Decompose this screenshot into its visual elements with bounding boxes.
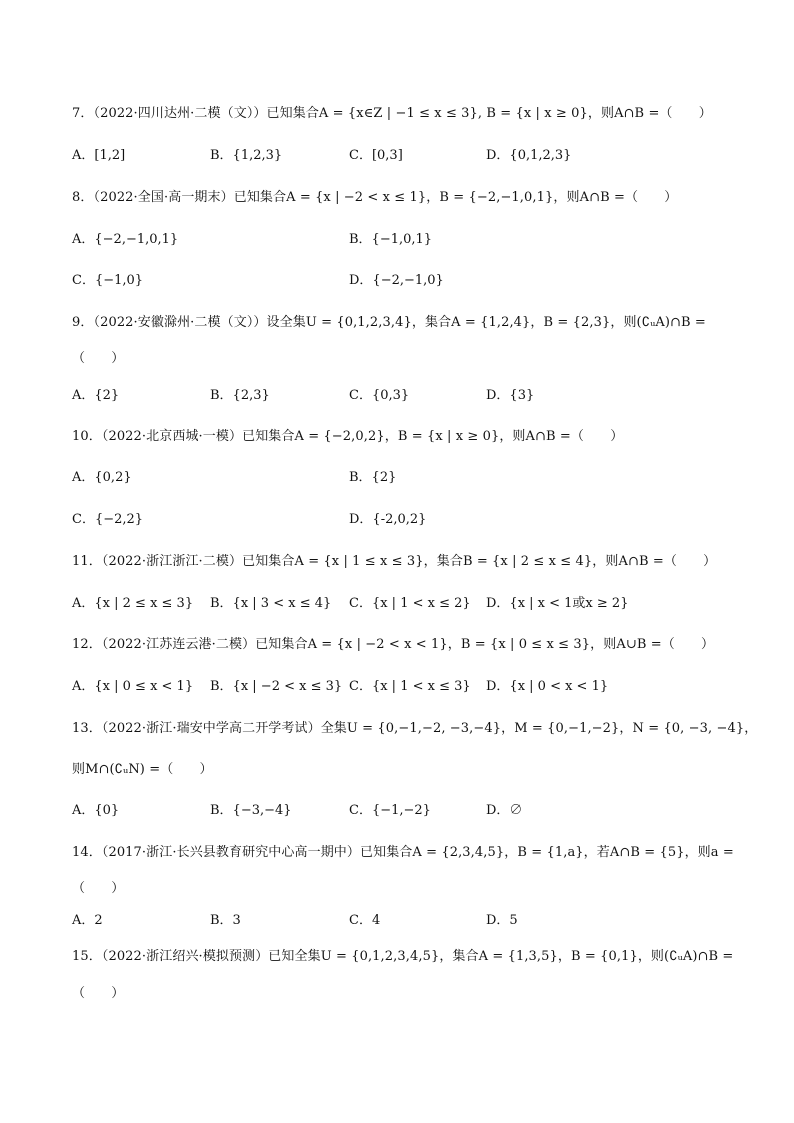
option-a[interactable]: A．{−2,−1,0,1}	[72, 232, 179, 247]
option-d[interactable]: D．∅	[486, 803, 523, 818]
option-b[interactable]: B．{2,3}	[210, 388, 270, 403]
option-a[interactable]: A．2	[72, 913, 103, 928]
option-a[interactable]: A．{0}	[72, 803, 120, 818]
option-c[interactable]: C．{0,3}	[349, 388, 410, 403]
question-7-stem: 7．（2022·四川达州·二模（文））已知集合A = {x∈Z | −1 ≤ x ≤ 3}, B = {x | x ≥ 0}，则A∩B =（ ）	[72, 106, 712, 121]
option-b[interactable]: B．{−1,0,1}	[349, 232, 433, 247]
option-b[interactable]: B．3	[210, 913, 241, 928]
question-14-stem-cont: （ ）	[72, 881, 125, 896]
question-12-stem: 12．（2022·江苏连云港·二模）已知集合A = {x | −2 < x < 1}，B = {x | 0 ≤ x ≤ 3}，则A∪B =（ ）	[72, 637, 715, 652]
option-c[interactable]: C．[0,3]	[349, 148, 403, 163]
question-8-stem: 8．（2022·全国·高一期末）已知集合A = {x | −2 < x ≤ 1}，B = {−2,−1,0,1}，则A∩B =（ ）	[72, 190, 678, 205]
option-b[interactable]: B．{x | −2 < x ≤ 3}	[210, 679, 343, 694]
question-13-stem: 13．（2022·浙江·瑞安中学高二开学考试）全集U = {0,−1,−2, −3,−4}，M = {0,−1,−2}，N = {0, −3, −4}，	[72, 721, 758, 736]
question-9-stem-cont: （ ）	[72, 351, 125, 366]
question-12-options	[72, 677, 732, 697]
option-d[interactable]: D．{x | 0 < x < 1}	[486, 679, 609, 694]
question-10-options-row1	[72, 468, 732, 488]
question-13-stem-cont: 则M∩(∁ᵤN) =（ ）	[72, 762, 213, 777]
question-11-options	[72, 594, 732, 614]
option-c[interactable]: C．{−1,−2}	[349, 803, 431, 818]
option-b[interactable]: B．{−3,−4}	[210, 803, 292, 818]
question-8-options-row2	[72, 271, 732, 291]
option-a[interactable]: A．{0,2}	[72, 470, 132, 485]
option-d[interactable]: D．{3}	[486, 388, 535, 403]
option-a[interactable]: A．{x | 2 ≤ x ≤ 3}	[72, 596, 194, 611]
question-9-stem: 9．（2022·安徽滁州·二模（文））设全集U = {0,1,2,3,4}，集合A = {1,2,4}，B = {2,3}，则(∁ᵤA)∩B =	[72, 315, 706, 330]
option-b[interactable]: B．{2}	[349, 470, 397, 485]
question-13-options	[72, 801, 732, 821]
question-15-stem-cont: （ ）	[72, 986, 125, 1001]
question-11-stem: 11．（2022·浙江浙江·二模）已知集合A = {x | 1 ≤ x ≤ 3}，集合B = {x | 2 ≤ x ≤ 4}，则A∩B =（ ）	[72, 554, 717, 569]
option-c[interactable]: C．{x | 1 < x ≤ 3}	[349, 679, 471, 694]
question-7-options	[72, 146, 732, 166]
question-14-stem: 14．（2017·浙江·长兴县教育研究中心高一期中）已知集合A = {2,3,4,5}，B = {1,a}，若A∩B = {5}，则a =	[72, 845, 734, 860]
option-a[interactable]: A．[1,2]	[72, 148, 126, 163]
question-8-options-row1	[72, 230, 732, 250]
question-14-options	[72, 911, 732, 931]
option-d[interactable]: D．{0,1,2,3}	[486, 148, 572, 163]
option-d[interactable]: D．{x | x < 1或x ≥ 2}	[486, 596, 629, 611]
option-c[interactable]: C．4	[349, 913, 381, 928]
option-d[interactable]: D．5	[486, 913, 518, 928]
question-15-stem: 15．（2022·浙江绍兴·模拟预测）已知全集U = {0,1,2,3,4,5}，集合A = {1,3,5}，B = {0,1}，则(∁ᵤA)∩B =	[72, 949, 734, 964]
option-c[interactable]: C．{x | 1 < x ≤ 2}	[349, 596, 471, 611]
question-10-options-row2	[72, 510, 732, 530]
question-10-stem: 10．（2022·北京西城·一模）已知集合A = {−2,0,2}，B = {x | x ≥ 0}，则A∩B =（ ）	[72, 429, 624, 444]
option-c[interactable]: C．{−1,0}	[72, 273, 144, 288]
option-b[interactable]: B．{x | 3 < x ≤ 4}	[210, 596, 332, 611]
question-9-options	[72, 386, 732, 406]
option-d[interactable]: D．{-2,0,2}	[349, 512, 427, 527]
option-a[interactable]: A．{x | 0 ≤ x < 1}	[72, 679, 194, 694]
option-b[interactable]: B．{1,2,3}	[210, 148, 283, 163]
option-a[interactable]: A．{2}	[72, 388, 120, 403]
option-d[interactable]: D．{−2,−1,0}	[349, 273, 444, 288]
option-c[interactable]: C．{−2,2}	[72, 512, 144, 527]
